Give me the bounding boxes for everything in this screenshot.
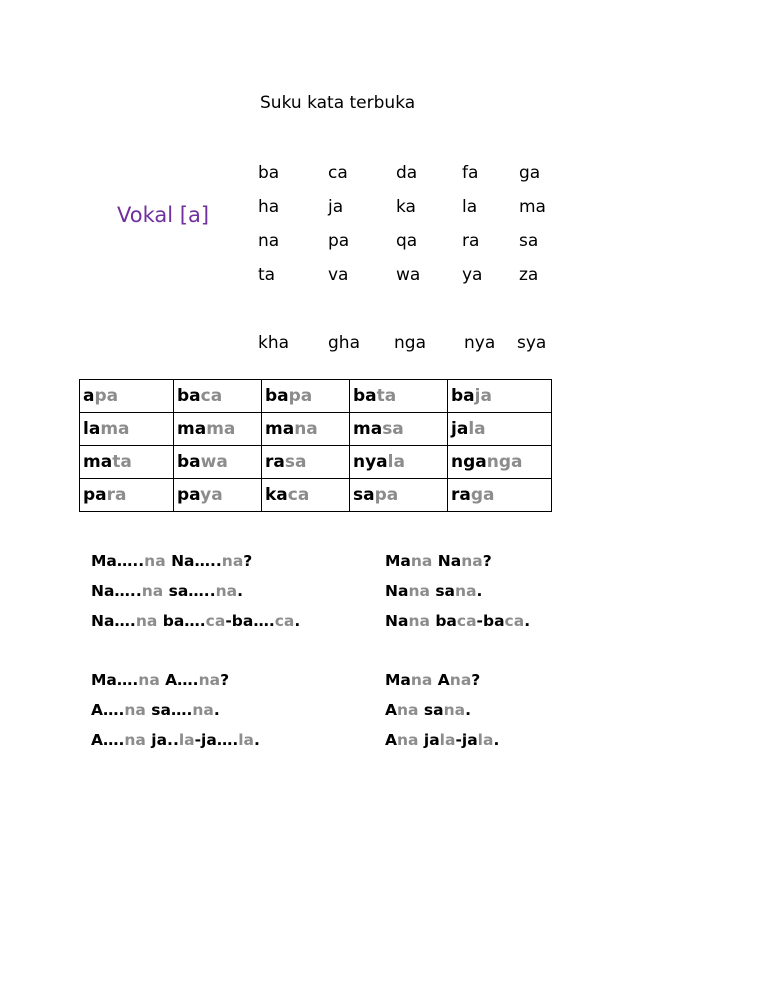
black-syllable: A…. — [91, 731, 125, 749]
sentence-group-left-2 — [91, 665, 260, 755]
black-syllable: pa — [83, 485, 107, 505]
black-syllable: . — [476, 582, 483, 600]
black-syllable: ? — [471, 671, 481, 689]
word-cell — [262, 413, 350, 446]
table-row — [80, 446, 552, 479]
gray-syllable: ma — [100, 419, 130, 439]
black-syllable: ba — [353, 386, 377, 406]
black-syllable: Na….. — [91, 582, 142, 600]
black-syllable: ba…. — [157, 612, 206, 630]
black-syllable: Ma — [385, 671, 411, 689]
black-syllable: nga — [451, 452, 487, 472]
black-syllable: ? — [220, 671, 230, 689]
gray-syllable: na — [455, 582, 477, 600]
black-syllable: Ma — [385, 552, 411, 570]
sentence-line — [385, 665, 499, 695]
digraph-syllable: sya — [517, 333, 547, 353]
black-syllable: ra — [265, 452, 285, 472]
gray-syllable: na — [198, 671, 221, 689]
gray-syllable: ca — [456, 612, 477, 630]
gray-syllable: ca — [504, 612, 525, 630]
syllable: za — [519, 265, 539, 285]
black-syllable: ka — [265, 485, 288, 505]
gray-syllable: ya — [200, 485, 223, 505]
gray-syllable: ca — [200, 386, 223, 406]
black-syllable: ma — [353, 419, 383, 439]
word-cell — [174, 380, 262, 413]
vokal-label: Vokal [a] — [117, 203, 210, 227]
page-title: Suku kata terbuka — [260, 93, 416, 113]
black-syllable: . — [254, 731, 260, 749]
syllable: va — [328, 265, 349, 285]
gray-syllable: pa — [288, 386, 313, 406]
gray-syllable: la — [238, 731, 254, 749]
black-syllable: . — [524, 612, 531, 630]
black-syllable: ja.. — [145, 731, 179, 749]
black-syllable: Na — [385, 582, 409, 600]
black-syllable: ma — [265, 419, 295, 439]
digraph-syllable: gha — [328, 333, 360, 353]
gray-syllable: ra — [106, 485, 127, 505]
digraph-syllable: nga — [394, 333, 426, 353]
gray-syllable: ca — [205, 612, 226, 630]
syllable: na — [258, 231, 280, 251]
black-syllable: A — [432, 671, 450, 689]
gray-syllable: ta — [112, 452, 132, 472]
syllable: sa — [519, 231, 539, 251]
syllable: ka — [396, 197, 416, 217]
black-syllable: ba — [177, 452, 201, 472]
word-cell — [262, 479, 350, 512]
syllable: pa — [328, 231, 350, 251]
black-syllable: sa…. — [145, 701, 193, 719]
gray-syllable: la — [178, 731, 195, 749]
word-cell — [174, 479, 262, 512]
black-syllable: -ja — [455, 731, 478, 749]
word-cell — [80, 479, 174, 512]
syllable: qa — [396, 231, 418, 251]
sentence-line — [91, 606, 300, 636]
black-syllable: -ba — [476, 612, 505, 630]
table-row — [80, 380, 552, 413]
syllable: ta — [258, 265, 276, 285]
syllable: ba — [258, 163, 280, 183]
black-syllable: la — [83, 419, 101, 439]
black-syllable: ba — [265, 386, 289, 406]
gray-syllable: na — [410, 671, 433, 689]
word-cell — [80, 446, 174, 479]
table-row — [80, 413, 552, 446]
black-syllable: ja — [418, 731, 440, 749]
gray-syllable: la — [387, 452, 405, 472]
black-syllable: . — [465, 701, 471, 719]
black-syllable: Na…. — [91, 612, 136, 630]
gray-syllable: ta — [376, 386, 397, 406]
sentence-line — [91, 725, 260, 755]
black-syllable: Ma…. — [91, 671, 139, 689]
word-table — [79, 379, 552, 512]
black-syllable: Na — [432, 552, 462, 570]
gray-syllable: na — [135, 612, 158, 630]
black-syllable: . — [237, 582, 243, 600]
syllable: ya — [462, 265, 483, 285]
black-syllable: Na….. — [165, 552, 222, 570]
gray-syllable: na — [461, 552, 483, 570]
digraph-syllable: kha — [258, 333, 290, 353]
black-syllable: ? — [482, 552, 492, 570]
syllable: da — [396, 163, 418, 183]
gray-syllable: na — [410, 552, 433, 570]
gray-syllable: na — [138, 671, 160, 689]
black-syllable: A — [385, 701, 397, 719]
black-syllable: pa — [177, 485, 201, 505]
black-syllable: . — [213, 701, 220, 719]
word-cell — [350, 446, 448, 479]
gray-syllable: ca — [274, 612, 295, 630]
gray-syllable: la — [477, 731, 494, 749]
gray-syllable: na — [124, 731, 146, 749]
sentence-line — [385, 606, 530, 636]
gray-syllable: sa — [284, 452, 307, 472]
syllable: ra — [462, 231, 480, 251]
gray-syllable: pa — [374, 485, 399, 505]
sentence-line — [385, 576, 530, 606]
word-cell — [80, 380, 174, 413]
black-syllable: sa — [418, 701, 444, 719]
word-cell — [448, 479, 552, 512]
sentence-line — [385, 725, 499, 755]
syllable: ja — [328, 197, 344, 217]
black-syllable: . — [294, 612, 301, 630]
syllable: ha — [258, 197, 280, 217]
gray-syllable: na — [408, 612, 430, 630]
black-syllable: sa — [429, 582, 456, 600]
gray-syllable: na — [443, 701, 466, 719]
gray-syllable: nga — [486, 452, 523, 472]
syllable: fa — [462, 163, 479, 183]
black-syllable: ma — [83, 452, 113, 472]
syllable: ca — [328, 163, 348, 183]
word-cell — [350, 479, 448, 512]
black-syllable: ba — [177, 386, 201, 406]
black-syllable: -ba…. — [225, 612, 275, 630]
black-syllable: -ja…. — [194, 731, 239, 749]
black-syllable: ja — [451, 419, 469, 439]
sentence-line — [385, 546, 530, 576]
black-syllable: ba — [429, 612, 457, 630]
word-cell — [174, 446, 262, 479]
black-syllable: A…. — [159, 671, 199, 689]
gray-syllable: na — [408, 582, 430, 600]
sentence-line — [91, 546, 300, 576]
black-syllable: a — [83, 386, 95, 406]
sentence-line — [385, 695, 499, 725]
gray-syllable: la — [439, 731, 456, 749]
gray-syllable: wa — [200, 452, 228, 472]
word-cell — [448, 446, 552, 479]
word-cell — [262, 446, 350, 479]
gray-syllable: ja — [474, 386, 492, 406]
sentence-line — [91, 695, 260, 725]
sentence-group-left-1 — [91, 546, 300, 636]
syllable: ma — [519, 197, 546, 217]
gray-syllable: ma — [206, 419, 236, 439]
gray-syllable: na — [294, 419, 318, 439]
black-syllable: ra — [451, 485, 471, 505]
digraph-syllable: nya — [464, 333, 496, 353]
word-cell — [262, 380, 350, 413]
syllable: wa — [396, 265, 421, 285]
gray-syllable: ca — [287, 485, 310, 505]
word-cell — [350, 380, 448, 413]
black-syllable: ba — [451, 386, 475, 406]
syllable: la — [462, 197, 478, 217]
gray-syllable: na — [397, 701, 419, 719]
gray-syllable: na — [124, 701, 146, 719]
syllable: ga — [519, 163, 541, 183]
gray-syllable: na — [192, 701, 214, 719]
gray-syllable: la — [468, 419, 486, 439]
word-cell — [350, 413, 448, 446]
gray-syllable: na — [221, 552, 244, 570]
word-cell — [80, 413, 174, 446]
gray-syllable: na — [215, 582, 238, 600]
sentence-group-right-2 — [385, 665, 499, 755]
table-row — [80, 479, 552, 512]
black-syllable: A…. — [91, 701, 125, 719]
sentence-line — [91, 665, 260, 695]
black-syllable: sa — [353, 485, 375, 505]
gray-syllable: ga — [470, 485, 495, 505]
word-cell — [448, 380, 552, 413]
gray-syllable: pa — [94, 386, 119, 406]
gray-syllable: na — [141, 582, 164, 600]
black-syllable: sa….. — [163, 582, 216, 600]
black-syllable: ? — [243, 552, 253, 570]
black-syllable: nya — [353, 452, 388, 472]
gray-syllable: na — [449, 671, 472, 689]
sentence-line — [91, 576, 300, 606]
gray-syllable: sa — [382, 419, 404, 439]
word-cell — [174, 413, 262, 446]
black-syllable: Ma….. — [91, 552, 145, 570]
black-syllable: ma — [177, 419, 207, 439]
gray-syllable: na — [144, 552, 166, 570]
gray-syllable: na — [397, 731, 419, 749]
black-syllable: Na — [385, 612, 409, 630]
black-syllable: A — [385, 731, 397, 749]
word-cell — [448, 413, 552, 446]
sentence-group-right-1 — [385, 546, 530, 636]
black-syllable: . — [493, 731, 500, 749]
